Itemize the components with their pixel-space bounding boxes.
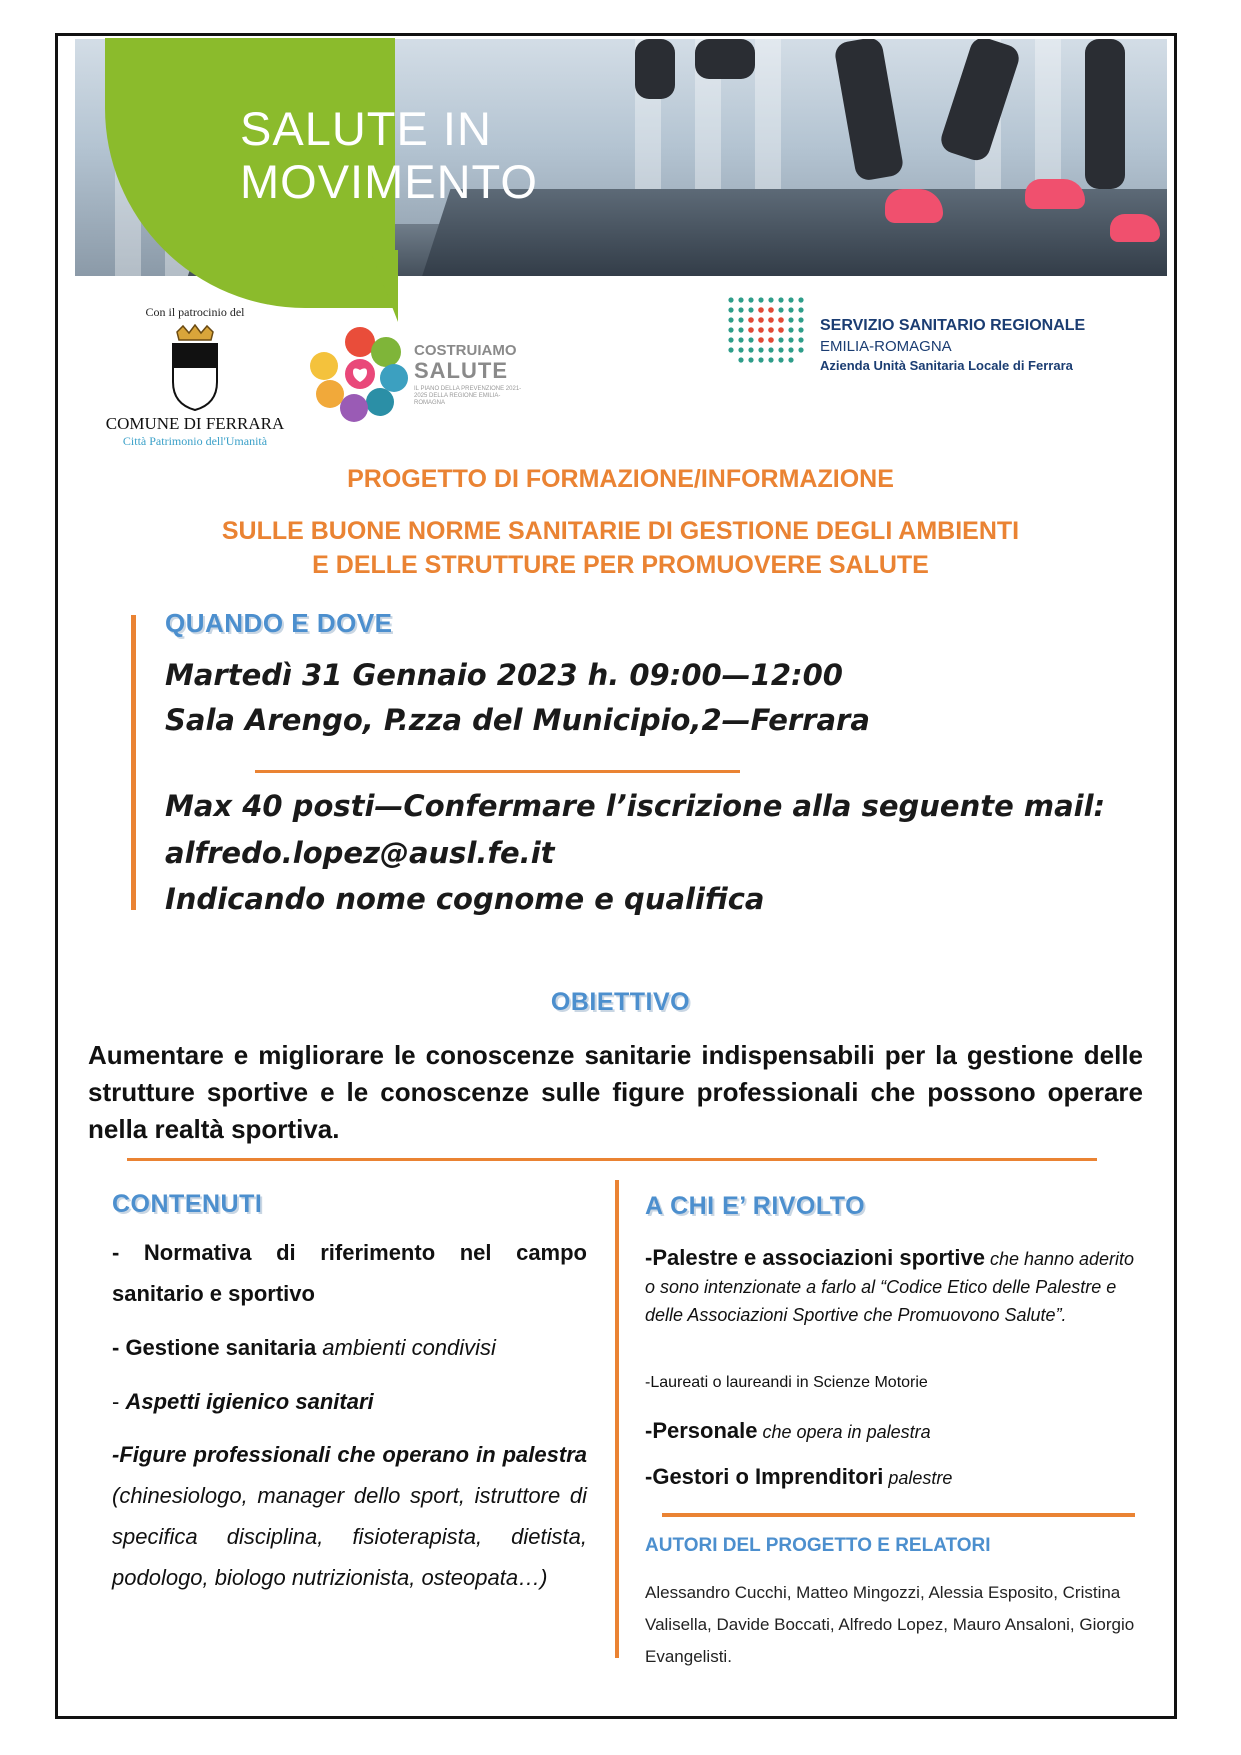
project-heading: PROGETTO DI FORMAZIONE/INFORMAZIONE	[347, 465, 894, 493]
contenuti-item-normativa-text: - Normativa di riferimento nel campo sanitario e sportivo	[112, 1240, 587, 1306]
ssr-title: SERVIZIO SANITARIO REGIONALE	[820, 317, 1086, 334]
hero-title-line1: SALUTE IN	[240, 102, 492, 155]
rivolto-item-personale-italic: che opera in palestra	[757, 1422, 931, 1442]
event-place: Sala Arengo, P.zza del Municipio,2—Ferrara	[165, 703, 870, 737]
rivolto-item-gestori-bold: -Gestori o Imprenditori	[645, 1464, 884, 1489]
quando-accent-bar	[131, 615, 136, 910]
costruiamo-subtitle: IL PIANO DELLA PREVENZIONE 2021-2025 DELLA REGIONE EMILIA-ROMAGNA	[414, 386, 522, 406]
contenuti-item-figure-bold: -Figure professionali che operano in palestra	[112, 1442, 587, 1467]
servizio-sanitario-logo	[725, 294, 1095, 378]
quando-title: QUANDO E DOVE	[165, 608, 393, 638]
rivolto-title: A CHI E’ RIVOLTO	[645, 1192, 866, 1220]
patronage-label: Con il patrocinio del	[145, 305, 245, 319]
ssr-region: EMILIA-ROMAGNA	[820, 338, 952, 355]
costruiamo-word: COSTRUIAMO	[414, 342, 517, 359]
project-subheading-line2: E DELLE STRUTTURE PER PROMUOVERE SALUTE	[312, 551, 929, 579]
contenuti-item-normativa	[112, 1232, 587, 1314]
contenuti-item-aspetti-text: Aspetti igienico sanitari	[125, 1389, 374, 1414]
contenuti-item-aspetti-prefix: -	[112, 1389, 126, 1414]
quando-divider	[255, 770, 740, 773]
ferrara-shield-icon	[155, 324, 235, 412]
contenuti-title: CONTENUTI	[112, 1190, 263, 1218]
column-divider	[615, 1180, 619, 1658]
rivolto-divider	[662, 1513, 1135, 1517]
hero-title	[240, 102, 600, 208]
hero-title-line2: MOVIMENTO	[240, 155, 538, 208]
rivolto-item-palestre	[645, 1245, 1135, 1330]
obiettivo-text: Aumentare e migliorare le conoscenze sanitarie indispensabili per la gestione delle strutture sportive e le conoscenze sulle figure professionali che possono operare nella realtà sportiva.	[88, 1040, 1143, 1144]
autori-text: Alessandro Cucchi, Matteo Mingozzi, Alessia Esposito, Cristina Valisella, Davide Boccati, Alfredo Lopez, Mauro Ansaloni, Giorgio Evangelisti.	[645, 1583, 1135, 1666]
contenuti-item-figure	[112, 1434, 587, 1598]
registration-note: Indicando nome cognome e qualifica	[165, 882, 765, 916]
rivolto-item-palestre-italic: che hanno aderito o sono intenzionate a farlo al “Codice Etico delle Palestre e delle Associazioni Sportive che Promuovono Salute”.	[645, 1249, 1135, 1325]
contenuti-item-gestione-bold: - Gestione sanitaria	[112, 1335, 317, 1360]
contenuti-item-figure-italic: (chinesiologo, manager dello sport, istruttore di specifica disciplina, fisioterapista, dietista, podologo, biologo nutrizionista, osteopata…)	[112, 1483, 587, 1590]
salute-word: SALUTE	[414, 358, 508, 383]
costruiamo-salute-logo	[310, 322, 525, 422]
rivolto-item-personale	[645, 1418, 1135, 1444]
rivolto-item-gestori	[645, 1464, 1135, 1490]
obiettivo-title: OBIETTIVO	[550, 988, 691, 1016]
rivolto-item-gestori-italic: palestre	[883, 1468, 953, 1488]
rivolto-item-palestre-bold: -Palestre e associazioni sportive	[645, 1245, 985, 1270]
registration-email[interactable]: alfredo.lopez@ausl.fe.it	[165, 836, 555, 870]
comune-ferrara-logo	[100, 305, 290, 449]
contenuti-item-gestione	[112, 1327, 587, 1368]
costruiamo-wheel-icon	[310, 322, 410, 422]
comune-subtitle: Città Patrimonio dell'Umanità	[122, 434, 268, 448]
ssr-azienda: Azienda Unità Sanitaria Locale di Ferrara	[820, 358, 1073, 373]
contenuti-item-aspetti	[112, 1381, 587, 1422]
event-date: Martedì 31 Gennaio 2023 h. 09:00—12:00	[165, 658, 843, 692]
autori-title: AUTORI DEL PROGETTO E RELATORI	[645, 1535, 991, 1556]
comune-name: COMUNE DI FERRARA	[105, 414, 285, 433]
rivolto-item-laureati: -Laureati o laureandi in Scienze Motorie	[645, 1374, 928, 1391]
rivolto-item-personale-bold: -Personale	[645, 1418, 758, 1443]
registration-info: Max 40 posti—Confermare l’iscrizione alla seguente mail:	[165, 789, 1106, 823]
project-subheading-line1: SULLE BUONE NORME SANITARIE DI GESTIONE DEGLI AMBIENTI	[221, 517, 1020, 545]
obiettivo-divider	[127, 1158, 1097, 1161]
ssr-dot-grid-icon	[725, 294, 805, 378]
contenuti-item-gestione-italic: ambienti condivisi	[316, 1335, 496, 1360]
project-subheading	[0, 514, 1241, 582]
